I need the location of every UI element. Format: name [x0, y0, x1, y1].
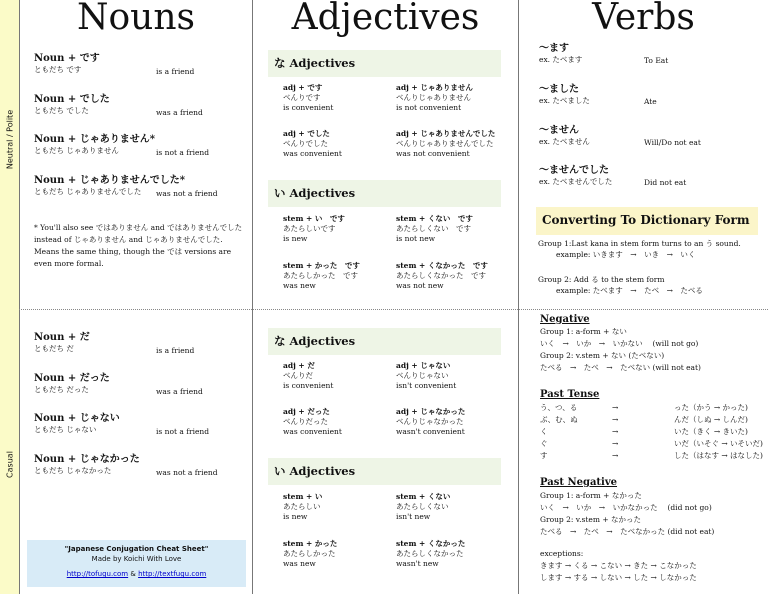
- negative-line: たべる → たべ → たべない (will not eat): [540, 363, 701, 372]
- noun-translation: was a friend: [156, 387, 203, 396]
- past-row-a: う、つ、る: [540, 403, 578, 412]
- past-negative-line: Group 1: a-form + なかった: [540, 491, 642, 500]
- noun-translation: was not a friend: [156, 468, 218, 477]
- adj-translation: is new: [283, 512, 308, 521]
- past-row-a: く: [540, 427, 548, 436]
- verb-translation: Will/Do not eat: [644, 138, 701, 147]
- na-adjectives-band: な Adjectives: [268, 328, 501, 355]
- adj-entry: [283, 261, 360, 291]
- adj-form: adj + じゃなかった: [396, 407, 466, 416]
- adj-entry: [396, 214, 473, 244]
- noun-polite-block-1: [34, 53, 100, 75]
- past-row-arrow: →: [612, 403, 619, 412]
- adj-translation: was convenient: [283, 149, 342, 158]
- adj-example: あたらしいです: [283, 224, 336, 233]
- nouns-footnote: * You'll also see ではありません and ではありませんでした instead of じゃありません and じゃありませんでした. Means the same thing, though the では versions are even more formal.: [34, 223, 243, 268]
- adj-translation: was new: [283, 281, 316, 290]
- negative-line: Group 1: a-form + ない: [540, 327, 627, 336]
- credit-title: "Japanese Conjugation Cheat Sheet": [64, 545, 209, 553]
- adj-translation: is not convenient: [396, 103, 462, 112]
- adj-translation: is convenient: [283, 103, 334, 112]
- verb-form: 〜ます: [539, 43, 569, 54]
- adj-translation: was not new: [396, 281, 444, 290]
- past-row-arrow: →: [612, 415, 619, 424]
- past-row-c: いた（きく → きいた): [674, 427, 748, 436]
- past-negative-line: Group 2: v.stem + なかった: [540, 515, 641, 524]
- adj-entry: [396, 129, 495, 159]
- adj-example: べんりです: [283, 93, 321, 102]
- noun-polite-block-2: [34, 94, 110, 116]
- past-row-a: ぐ: [540, 439, 548, 448]
- adj-entry: [283, 129, 342, 159]
- adj-form: stem + くなかった です: [396, 261, 488, 270]
- noun-form: Noun + だった: [34, 373, 110, 384]
- adj-form: adj + だった: [283, 407, 330, 416]
- dict-group1: Group 1:Last kana in stem form turns to an う sound.: [538, 239, 741, 248]
- noun-example: ともだち だ: [34, 344, 74, 353]
- na-adjectives-band: な Adjectives: [268, 50, 501, 77]
- adj-translation: was convenient: [283, 427, 342, 436]
- noun-form: Noun + でした: [34, 94, 110, 105]
- adj-example: あたらしい: [283, 502, 321, 511]
- adj-example: あたらしくない: [396, 502, 449, 511]
- noun-polite-block-3: [34, 134, 155, 156]
- adj-form: adj + です: [283, 83, 323, 92]
- noun-example: ともだち じゃありませんでした: [34, 187, 142, 196]
- past-row-c: した（はなす → はなした): [674, 451, 763, 460]
- side-label-polite: Neutral / Polite: [5, 109, 15, 170]
- adj-entry: [283, 407, 342, 437]
- past-row-arrow: →: [612, 427, 619, 436]
- side-label-casual: Casual: [5, 451, 15, 478]
- adj-form: stem + くない: [396, 492, 451, 501]
- noun-example: ともだち じゃありません: [34, 146, 119, 155]
- adj-translation: is not new: [396, 234, 436, 243]
- negative-line: いく → いか → いかない (will not go): [540, 339, 699, 348]
- noun-translation: is a friend: [156, 67, 195, 76]
- adj-example: べんりじゃない: [396, 371, 449, 380]
- noun-form: Noun + です: [34, 53, 100, 64]
- adj-entry: [283, 361, 333, 391]
- adj-form: adj + じゃありませんでした: [396, 129, 496, 138]
- adj-entry: [283, 539, 337, 569]
- adj-example: あたらしくない です: [396, 224, 471, 233]
- noun-example: ともだち でした: [34, 106, 89, 115]
- past-row-a: ぶ、む、ぬ: [540, 415, 578, 424]
- column-divider: [252, 0, 253, 594]
- adj-example: べんりだった: [283, 417, 328, 426]
- dict-group2-example: example: たべます → たべ → たべる: [556, 286, 703, 295]
- adj-example: べんりでした: [283, 139, 328, 148]
- adj-example: あたらしくなかった: [396, 549, 464, 558]
- adj-example: べんりじゃなかった: [396, 417, 464, 426]
- noun-translation: is not a friend: [156, 148, 210, 157]
- adj-example: べんりだ: [283, 371, 313, 380]
- adj-form: adj + だ: [283, 361, 315, 370]
- noun-form: Noun + じゃない: [34, 413, 120, 424]
- verbs-heading: Verbs: [592, 0, 695, 38]
- verb-example: ex. たべます: [539, 55, 583, 64]
- adj-example: あたらしかった です: [283, 271, 358, 280]
- adj-translation: is convenient: [283, 381, 334, 390]
- verb-form: 〜ませんでした: [539, 165, 609, 176]
- past-negative-line: いく → いか → いかなかった (did not go): [540, 503, 712, 512]
- exception-line: します → する → しない → した → しなかった: [540, 573, 697, 582]
- adj-example: べんりじゃありません: [396, 93, 471, 102]
- noun-casual-block-1: [34, 332, 90, 354]
- noun-form: Noun + じゃありません*: [34, 134, 155, 145]
- past-row-arrow: →: [612, 439, 619, 448]
- adj-entry: [283, 214, 345, 244]
- section-divider: [19, 309, 768, 310]
- adj-translation: was not convenient: [396, 149, 470, 158]
- credit-author: Made by Koichi With Love: [91, 555, 182, 563]
- exception-line: きます → くる → こない → きた → こなかった: [540, 561, 697, 570]
- past-row-c: いだ（いそぐ → いそいだ): [674, 439, 763, 448]
- adj-translation: was new: [283, 559, 316, 568]
- verb-example: ex. たべませんでした: [539, 177, 613, 186]
- verb-polite-block: [539, 165, 612, 187]
- adj-form: stem + かった: [283, 539, 338, 548]
- adj-example: べんりじゃありませんでした: [396, 139, 494, 148]
- adj-form: stem + い です: [283, 214, 345, 223]
- dict-group2: Group 2: Add る to the stem form: [538, 275, 665, 284]
- past-negative-heading: Past Negative: [540, 477, 618, 488]
- adj-translation: isn't new: [396, 512, 431, 521]
- link-separator: &: [130, 570, 136, 578]
- past-tense-heading: Past Tense: [540, 389, 600, 400]
- noun-translation: is not a friend: [156, 427, 210, 436]
- i-adjectives-band: い Adjectives: [268, 458, 501, 485]
- column-divider: [518, 0, 519, 594]
- nouns-heading: Nouns: [76, 0, 196, 38]
- negative-heading: Negative: [540, 314, 590, 325]
- dictionary-form-band: Converting To Dictionary Form: [536, 207, 758, 235]
- adj-form: stem + い: [283, 492, 323, 501]
- register-sidebar: [0, 0, 20, 594]
- adj-form: stem + くなかった: [396, 539, 466, 548]
- noun-example: ともだち だった: [34, 385, 89, 394]
- adj-form: adj + じゃありません: [396, 83, 473, 92]
- adj-form: adj + でした: [283, 129, 330, 138]
- noun-form: Noun + じゃありませんでした*: [34, 175, 185, 186]
- verb-form: 〜ません: [539, 125, 579, 136]
- verb-translation: To Eat: [644, 56, 669, 65]
- verb-example: ex. たべません: [539, 137, 590, 146]
- verb-polite-block: [539, 43, 582, 65]
- tofugu-link[interactable]: http://tofugu.com: [66, 570, 129, 578]
- verb-translation: Did not eat: [644, 178, 687, 187]
- textfugu-link[interactable]: http://textfugu.com: [138, 570, 207, 578]
- noun-casual-block-4: [34, 454, 140, 476]
- adj-translation: wasn't convenient: [396, 427, 465, 436]
- adj-translation: wasn't new: [396, 559, 439, 568]
- adjectives-heading: Adjectives: [291, 0, 480, 38]
- past-row-c: った（かう → かった): [674, 403, 748, 412]
- adj-entry: [396, 83, 473, 113]
- dict-group1-example: example: いきます → いき → いく: [556, 250, 696, 259]
- adj-entry: [283, 83, 333, 113]
- adj-example: あたらしかった: [283, 549, 336, 558]
- adj-entry: [396, 361, 456, 391]
- verb-example: ex. たべました: [539, 96, 590, 105]
- noun-translation: was a friend: [156, 108, 203, 117]
- negative-line: Group 2: v.stem + ない (たべない): [540, 351, 665, 360]
- adj-form: stem + かった です: [283, 261, 360, 270]
- adj-form: adj + じゃない: [396, 361, 451, 370]
- adj-form: stem + くない です: [396, 214, 473, 223]
- verb-form: 〜ました: [539, 84, 579, 95]
- adj-entry: [396, 492, 450, 522]
- noun-form: Noun + じゃなかった: [34, 454, 140, 465]
- adj-example: あたらしくなかった です: [396, 271, 486, 280]
- verb-translation: Ate: [644, 97, 657, 106]
- noun-form: Noun + だ: [34, 332, 90, 343]
- noun-translation: was not a friend: [156, 189, 218, 198]
- adj-entry: [396, 261, 488, 291]
- credit-box: [27, 540, 246, 587]
- i-adjectives-band: い Adjectives: [268, 180, 501, 207]
- past-row-c: んだ（しぬ → しんだ): [674, 415, 748, 424]
- noun-example: ともだち じゃなかった: [34, 466, 112, 475]
- past-row-arrow: →: [612, 451, 619, 460]
- adj-translation: isn't convenient: [396, 381, 457, 390]
- noun-example: ともだち です: [34, 65, 82, 74]
- noun-casual-block-3: [34, 413, 120, 435]
- verb-polite-block: [539, 125, 590, 147]
- noun-translation: is a friend: [156, 346, 195, 355]
- past-negative-line: たべる → たべ → たべなかった (did not eat): [540, 527, 715, 536]
- noun-example: ともだち じゃない: [34, 425, 97, 434]
- exceptions-label: exceptions:: [540, 549, 584, 558]
- adj-entry: [396, 539, 465, 569]
- verb-polite-block: [539, 84, 590, 106]
- adj-entry: [283, 492, 322, 522]
- noun-casual-block-2: [34, 373, 110, 395]
- adj-entry: [396, 407, 465, 437]
- past-row-a: す: [540, 451, 548, 460]
- adj-translation: is new: [283, 234, 308, 243]
